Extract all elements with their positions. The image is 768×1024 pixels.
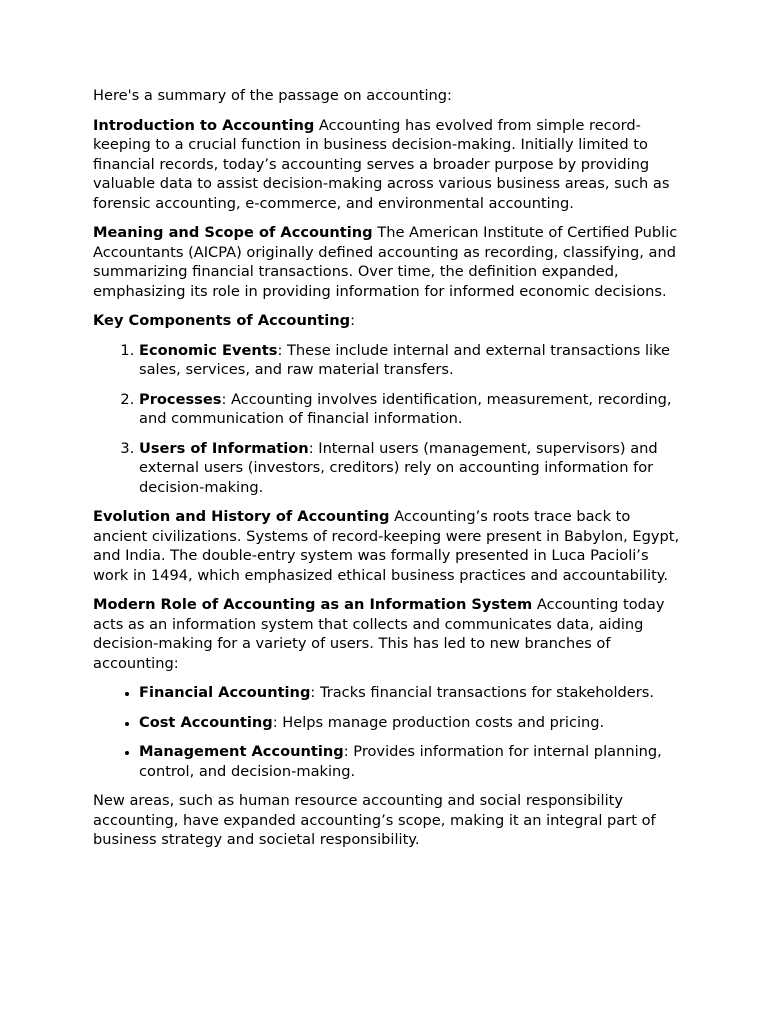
list-item <box>139 713 683 733</box>
section-evolution-history <box>93 507 683 585</box>
item-text: : Helps manage production costs and pricing. <box>272 713 605 731</box>
section-heading: Introduction to Accounting <box>93 116 315 134</box>
section-heading: Meaning and Scope of Accounting <box>93 224 373 241</box>
item-text: : Accounting involves identification, measurement, recording, and communication of financial information. <box>139 390 672 427</box>
item-term: Processes <box>139 390 222 408</box>
section-text: Accounting today acts as an information system that collects and communicates data, aiding decision-making for a variety of users. This has led to new branches of accounting: <box>93 596 665 672</box>
section-key-components <box>93 311 683 331</box>
list-item <box>139 742 683 781</box>
section-heading: Modern Role of Accounting as an Information System <box>93 596 533 613</box>
section-modern-role <box>93 595 683 673</box>
item-text: : These include internal and external transactions like sales, services, and raw material transfers. <box>139 341 670 378</box>
section-heading: Key Components of Accounting <box>93 312 351 329</box>
section-text: The American Institute of Certified Public Accountants (AICPA) originally defined accounting as recording, classifying, and summarizing financial transactions. Over time, the definition expanded, emphasizing its role in providing information for informed economic decisions. <box>93 224 678 300</box>
list-item <box>139 341 683 380</box>
section-heading: Evolution and History of Accounting <box>93 508 390 525</box>
key-components-list <box>93 341 683 498</box>
section-text: Accounting has evolved from simple record-keeping to a crucial function in business decision-making. Initially limited to financial records, today’s accounting serves a broader purpose by providing valuable data to assist decision-making across various business areas, such as forensic accounting, e-commerce, and environmental accounting. <box>93 116 670 212</box>
intro-line: Here's a summary of the passage on accounting: <box>93 87 452 104</box>
item-term: Cost Accounting <box>139 713 273 731</box>
section-text: Accounting’s roots trace back to ancient civilizations. Systems of record-keeping were present in Babylon, Egypt, and India. The double-entry system was formally presented in Luca Pacioli’s work in 1494, which emphasized ethical business practices and accountability. <box>93 508 680 584</box>
item-term: Economic Events <box>139 341 278 359</box>
document-page <box>93 86 683 860</box>
item-text: : Internal users (management, supervisors) and external users (investors, creditors) rely on accounting information for decision-making. <box>139 439 658 496</box>
list-item <box>139 390 683 429</box>
item-term: Users of Information <box>139 439 309 457</box>
item-text: : Provides information for internal planning, control, and decision-making. <box>139 743 662 780</box>
section-introduction <box>93 116 683 214</box>
accounting-branches-list <box>93 683 683 781</box>
item-term: Financial Accounting <box>139 684 311 701</box>
heading-suffix: : <box>350 312 355 329</box>
section-meaning-scope <box>93 223 683 301</box>
list-item <box>139 683 683 703</box>
item-text: : Tracks financial transactions for stakeholders. <box>310 684 655 701</box>
list-item <box>139 439 683 498</box>
item-term: Management Accounting <box>139 743 344 760</box>
closing-paragraph: New areas, such as human resource accounting and social responsibility accounting, have expanded accounting’s scope, making it an integral part of business strategy and societal responsibility. <box>93 792 656 848</box>
